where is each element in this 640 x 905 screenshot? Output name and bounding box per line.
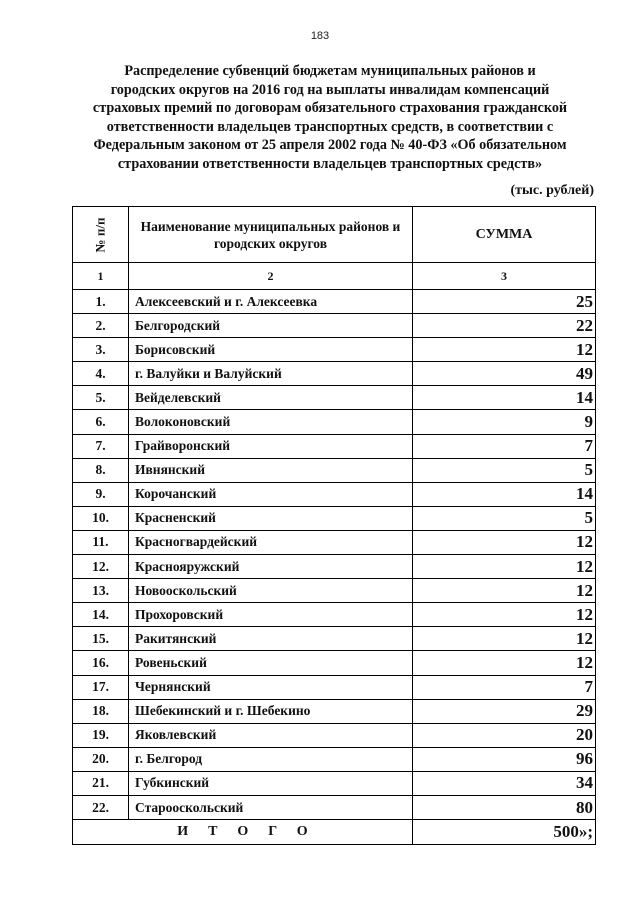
table-row — [73, 530, 596, 554]
district-name: Красногвардейский — [129, 530, 413, 554]
total-label: ИТОГО — [73, 820, 413, 845]
table-row — [73, 603, 596, 627]
column-number: 3 — [413, 263, 596, 290]
row-number: 5. — [73, 386, 129, 410]
table-row — [73, 506, 596, 530]
table-row — [73, 458, 596, 482]
table-row — [73, 386, 596, 410]
row-number: 2. — [73, 314, 129, 338]
table-row — [73, 699, 596, 723]
row-sum: 12 — [413, 555, 596, 579]
document-title — [60, 62, 600, 174]
title-line: Распределение субвенций бюджетам муниципальных районов и — [124, 63, 536, 79]
subvention-table — [72, 206, 596, 845]
district-name: Грайворонский — [129, 434, 413, 458]
column-number: 2 — [129, 263, 413, 290]
district-name: Прохоровский — [129, 603, 413, 627]
title-line: Федеральным законом от 25 апреля 2002 года № 40-ФЗ «Об обязательном — [93, 137, 567, 154]
row-number: 17. — [73, 675, 129, 699]
header-num: № п/п — [73, 207, 129, 263]
row-number: 12. — [73, 555, 129, 579]
row-sum: 29 — [413, 699, 596, 723]
district-name: Борисовский — [129, 338, 413, 362]
district-name: Чернянский — [129, 675, 413, 699]
row-number: 14. — [73, 603, 129, 627]
district-name: Вейделевский — [129, 386, 413, 410]
district-name: Волоконовский — [129, 410, 413, 434]
district-name: Ровеньский — [129, 651, 413, 675]
table-row — [73, 314, 596, 338]
row-sum: 12 — [413, 651, 596, 675]
title-line: ответственности владельцев транспортных средств, в соответствии с — [106, 118, 554, 135]
row-sum: 12 — [413, 603, 596, 627]
table-row — [73, 795, 596, 819]
row-number: 9. — [73, 482, 129, 506]
page-number: 183 — [310, 30, 330, 42]
row-sum: 20 — [413, 723, 596, 747]
total-row — [73, 820, 596, 845]
row-sum: 12 — [413, 338, 596, 362]
table-row — [73, 723, 596, 747]
table-row — [73, 338, 596, 362]
row-number: 10. — [73, 506, 129, 530]
district-name: Краснояружский — [129, 555, 413, 579]
header-sum: СУММА — [413, 207, 596, 263]
row-sum: 12 — [413, 579, 596, 603]
title-line: страховании ответственности владельцев транспортных средств» — [117, 155, 543, 172]
units-label: (тыс. рублей) — [510, 183, 594, 198]
row-number: 4. — [73, 362, 129, 386]
district-name: Алексеевский и г. Алексеевка — [129, 290, 413, 314]
table-row — [73, 747, 596, 771]
district-name: Новооскольский — [129, 579, 413, 603]
row-sum: 14 — [413, 482, 596, 506]
district-name: г. Валуйки и Валуйский — [129, 362, 413, 386]
column-number: 1 — [73, 263, 129, 290]
row-number: 1. — [73, 290, 129, 314]
row-sum: 12 — [413, 530, 596, 554]
row-sum: 5 — [413, 458, 596, 482]
table-row — [73, 362, 596, 386]
row-number: 3. — [73, 338, 129, 362]
row-number: 21. — [73, 771, 129, 795]
table-row — [73, 290, 596, 314]
district-name: Красненский — [129, 506, 413, 530]
row-sum: 25 — [413, 290, 596, 314]
table-row — [73, 675, 596, 699]
row-number: 6. — [73, 410, 129, 434]
row-sum: 49 — [413, 362, 596, 386]
district-name: Ивнянский — [129, 458, 413, 482]
table-row — [73, 434, 596, 458]
row-number: 16. — [73, 651, 129, 675]
district-name: Белгородский — [129, 314, 413, 338]
district-name: г. Белгород — [129, 747, 413, 771]
row-number: 22. — [73, 795, 129, 819]
table-row — [73, 579, 596, 603]
district-name: Старооскольский — [129, 795, 413, 819]
table-row — [73, 651, 596, 675]
header-name: Наименование муниципальных районов и городских округов — [129, 207, 413, 263]
row-sum: 14 — [413, 386, 596, 410]
title-line: страховых премий по договорам обязательного страхования гражданской — [92, 100, 568, 117]
table-row — [73, 627, 596, 651]
row-sum: 34 — [413, 771, 596, 795]
row-sum: 7 — [413, 675, 596, 699]
row-number: 19. — [73, 723, 129, 747]
row-number: 11. — [73, 530, 129, 554]
column-number-row — [73, 263, 596, 290]
title-line: городских округов на 2016 год на выплаты инвалидам компенсаций — [110, 81, 550, 98]
table-row — [73, 555, 596, 579]
table-row — [73, 771, 596, 795]
row-sum: 22 — [413, 314, 596, 338]
district-name: Губкинский — [129, 771, 413, 795]
district-name: Корочанский — [129, 482, 413, 506]
row-number: 8. — [73, 458, 129, 482]
table-row — [73, 482, 596, 506]
district-name: Шебекинский и г. Шебекино — [129, 699, 413, 723]
district-name: Яковлевский — [129, 723, 413, 747]
district-name: Ракитянский — [129, 627, 413, 651]
row-sum: 5 — [413, 506, 596, 530]
row-sum: 80 — [413, 795, 596, 819]
table-row — [73, 410, 596, 434]
row-sum: 9 — [413, 410, 596, 434]
row-number: 13. — [73, 579, 129, 603]
row-number: 20. — [73, 747, 129, 771]
row-sum: 96 — [413, 747, 596, 771]
table-header-row — [73, 207, 596, 263]
row-sum: 12 — [413, 627, 596, 651]
total-sum: 500»; — [413, 820, 596, 845]
row-number: 7. — [73, 434, 129, 458]
row-number: 15. — [73, 627, 129, 651]
row-number: 18. — [73, 699, 129, 723]
row-sum: 7 — [413, 434, 596, 458]
